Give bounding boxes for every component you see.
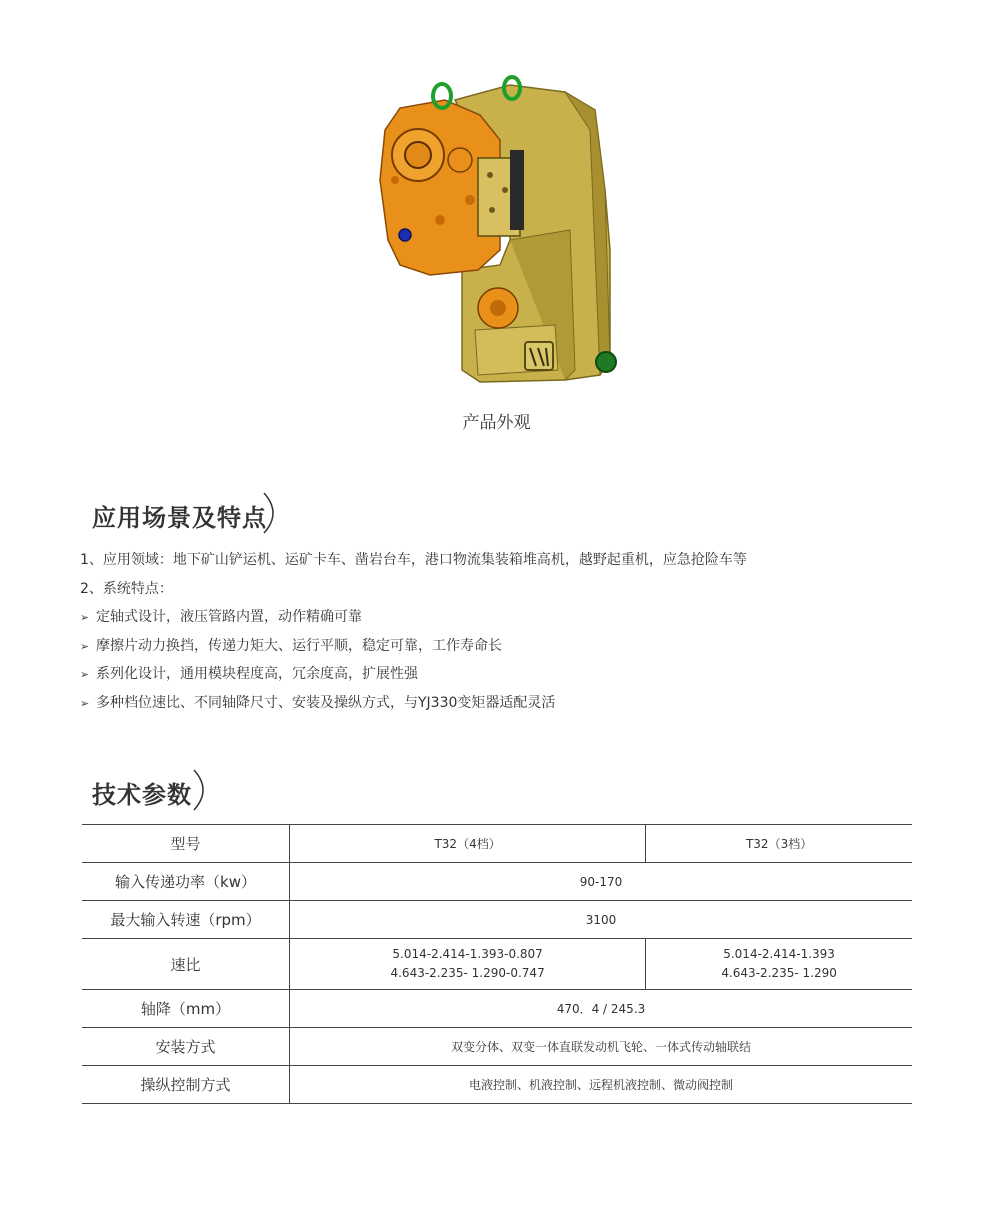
row-label-mount: 安装方式 — [82, 1028, 290, 1066]
product-caption: 产品外观 — [462, 413, 531, 433]
arrow-bullet-icon: ➢ — [80, 696, 90, 710]
ratio-line: 5.014-2.414-1.393-0.807 — [392, 947, 543, 961]
row-label-ratio: 速比 — [82, 939, 290, 990]
list-item — [80, 603, 920, 632]
ratio-line: 5.014-2.414-1.393 — [723, 947, 835, 961]
product-image — [360, 70, 630, 390]
row-value-ratio-3speed — [646, 939, 912, 990]
list-item — [80, 632, 920, 661]
table-row — [82, 990, 912, 1028]
list-item — [80, 660, 920, 689]
list-item-text: 多种档位速比、不同轴降尺寸、安装及操纵方式，与YJ330变矩器适配灵活 — [96, 694, 556, 711]
application-field: 1、应用领域：地下矿山铲运机、运矿卡车、凿岩台车，港口物流集装箱堆高机，越野起重机，应急抢险车等 — [80, 552, 747, 568]
row-label-drop: 轴降（mm） — [82, 990, 290, 1028]
list-item-text: 定轴式设计，液压管路内置，动作精确可靠 — [96, 609, 362, 625]
row-value-control: 电液控制、机液控制、远程机液控制、微动阀控制 — [290, 1066, 913, 1104]
table-header-model: 型号 — [82, 825, 290, 863]
arrow-bullet-icon: ➢ — [80, 668, 90, 681]
table-header-3speed: T32（3档） — [646, 825, 912, 863]
bracket-arc-icon — [262, 492, 284, 534]
system-features-label: 2、系统特点： — [80, 580, 173, 597]
table-row — [82, 901, 912, 939]
section-heading-specs — [84, 769, 214, 811]
row-value-mount: 双变分体、双变一体直联发动机飞轮、一体式传动轴联结 — [290, 1028, 913, 1066]
row-label-speed: 最大输入转速（rpm） — [82, 901, 290, 939]
table-row — [82, 1028, 912, 1066]
row-label-control: 操纵控制方式 — [82, 1066, 290, 1104]
ratio-line: 4.643-2.235- 1.290 — [721, 966, 837, 980]
table-row — [82, 1066, 912, 1104]
arrow-bullet-icon: ➢ — [80, 639, 90, 653]
bracket-arc-icon — [192, 769, 214, 811]
table-row — [82, 825, 912, 863]
list-item-text: 系列化设计，通用模块程度高，冗余度高，扩展性强 — [96, 666, 418, 682]
arrow-bullet-icon: ➢ — [80, 611, 90, 624]
section-title: 技术参数 — [92, 781, 192, 809]
table-row — [82, 939, 912, 990]
table-row — [82, 863, 912, 901]
row-label-power: 输入传递功率（kw） — [82, 863, 290, 901]
row-value-speed: 3100 — [290, 901, 913, 939]
row-value-ratio-4speed — [290, 939, 646, 990]
feature-list — [80, 546, 920, 717]
spec-table — [82, 824, 912, 1104]
list-item-text: 摩擦片动力换挡，传递力矩大、运行平顺，稳定可靠，工作寿命长 — [96, 637, 502, 654]
section-heading-application — [84, 492, 284, 534]
ratio-line: 4.643-2.235- 1.290-0.747 — [390, 966, 545, 980]
table-header-4speed: T32（4档） — [290, 825, 646, 863]
row-value-power: 90-170 — [290, 863, 913, 901]
list-item — [80, 689, 920, 718]
section-title: 应用场景及特点 — [92, 504, 267, 532]
row-value-drop: 470．4 / 245.3 — [290, 990, 913, 1028]
